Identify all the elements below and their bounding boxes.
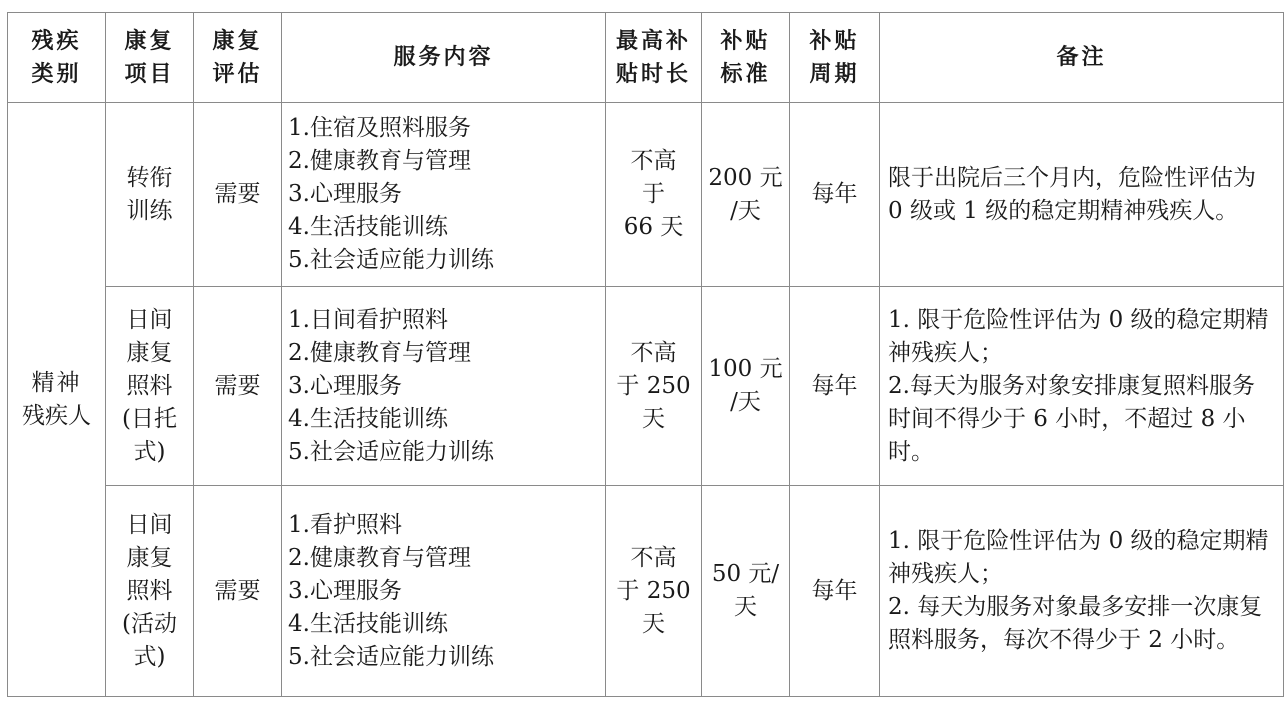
notes-cell: 1. 限于危险性评估为 0 级的稳定期精神残疾人； 2.每天为服务对象安排康复照料服务时间不得少于 6 小时，不超过 8 小时。 (880, 287, 1284, 486)
header-period: 补贴 周期 (790, 13, 880, 103)
notes-cell: 限于出院后三个月内，危险性评估为 0 级或 1 级的稳定期精神残疾人。 (880, 103, 1284, 287)
duration-cell: 不高 于 66 天 (606, 103, 702, 287)
duration-cell: 不高 于 250 天 (606, 486, 702, 697)
header-notes: 备注 (880, 13, 1284, 103)
period-cell: 每年 (790, 103, 880, 287)
header-assessment: 康复 评估 (194, 13, 282, 103)
services-cell: 1.日间看护照料 2.健康教育与管理 3.心理服务 4.生活技能训练 5.社会适应能力训练 (282, 287, 606, 486)
header-duration: 最高补 贴时长 (606, 13, 702, 103)
services-cell: 1.住宿及照料服务 2.健康教育与管理 3.心理服务 4.生活技能训练 5.社会适应能力训练 (282, 103, 606, 287)
services-cell: 1.看护照料 2.健康教育与管理 3.心理服务 4.生活技能训练 5.社会适应能力训练 (282, 486, 606, 697)
header-category: 残疾 类别 (8, 13, 106, 103)
project-cell: 日间 康复 照料 (活动 式) (106, 486, 194, 697)
table-row (8, 486, 1284, 697)
table-row (8, 103, 1284, 287)
project-cell: 转衔 训练 (106, 103, 194, 287)
notes-cell: 1. 限于危险性评估为 0 级的稳定期精神残疾人； 2. 每天为服务对象最多安排一次康复照料服务，每次不得少于 2 小时。 (880, 486, 1284, 697)
table-row (8, 287, 1284, 486)
header-services: 服务内容 (282, 13, 606, 103)
project-cell: 日间 康复 照料 (日托 式) (106, 287, 194, 486)
standard-cell: 100 元 /天 (702, 287, 790, 486)
assessment-cell: 需要 (194, 486, 282, 697)
period-cell: 每年 (790, 287, 880, 486)
standard-cell: 200 元 /天 (702, 103, 790, 287)
period-cell: 每年 (790, 486, 880, 697)
rehab-subsidy-table (7, 12, 1284, 697)
header-row (8, 13, 1284, 103)
assessment-cell: 需要 (194, 287, 282, 486)
subsidy-table-container (7, 12, 1284, 697)
category-cell: 精神 残疾人 (8, 103, 106, 697)
assessment-cell: 需要 (194, 103, 282, 287)
standard-cell: 50 元/ 天 (702, 486, 790, 697)
header-standard: 补贴 标准 (702, 13, 790, 103)
duration-cell: 不高 于 250 天 (606, 287, 702, 486)
header-project: 康复 项目 (106, 13, 194, 103)
